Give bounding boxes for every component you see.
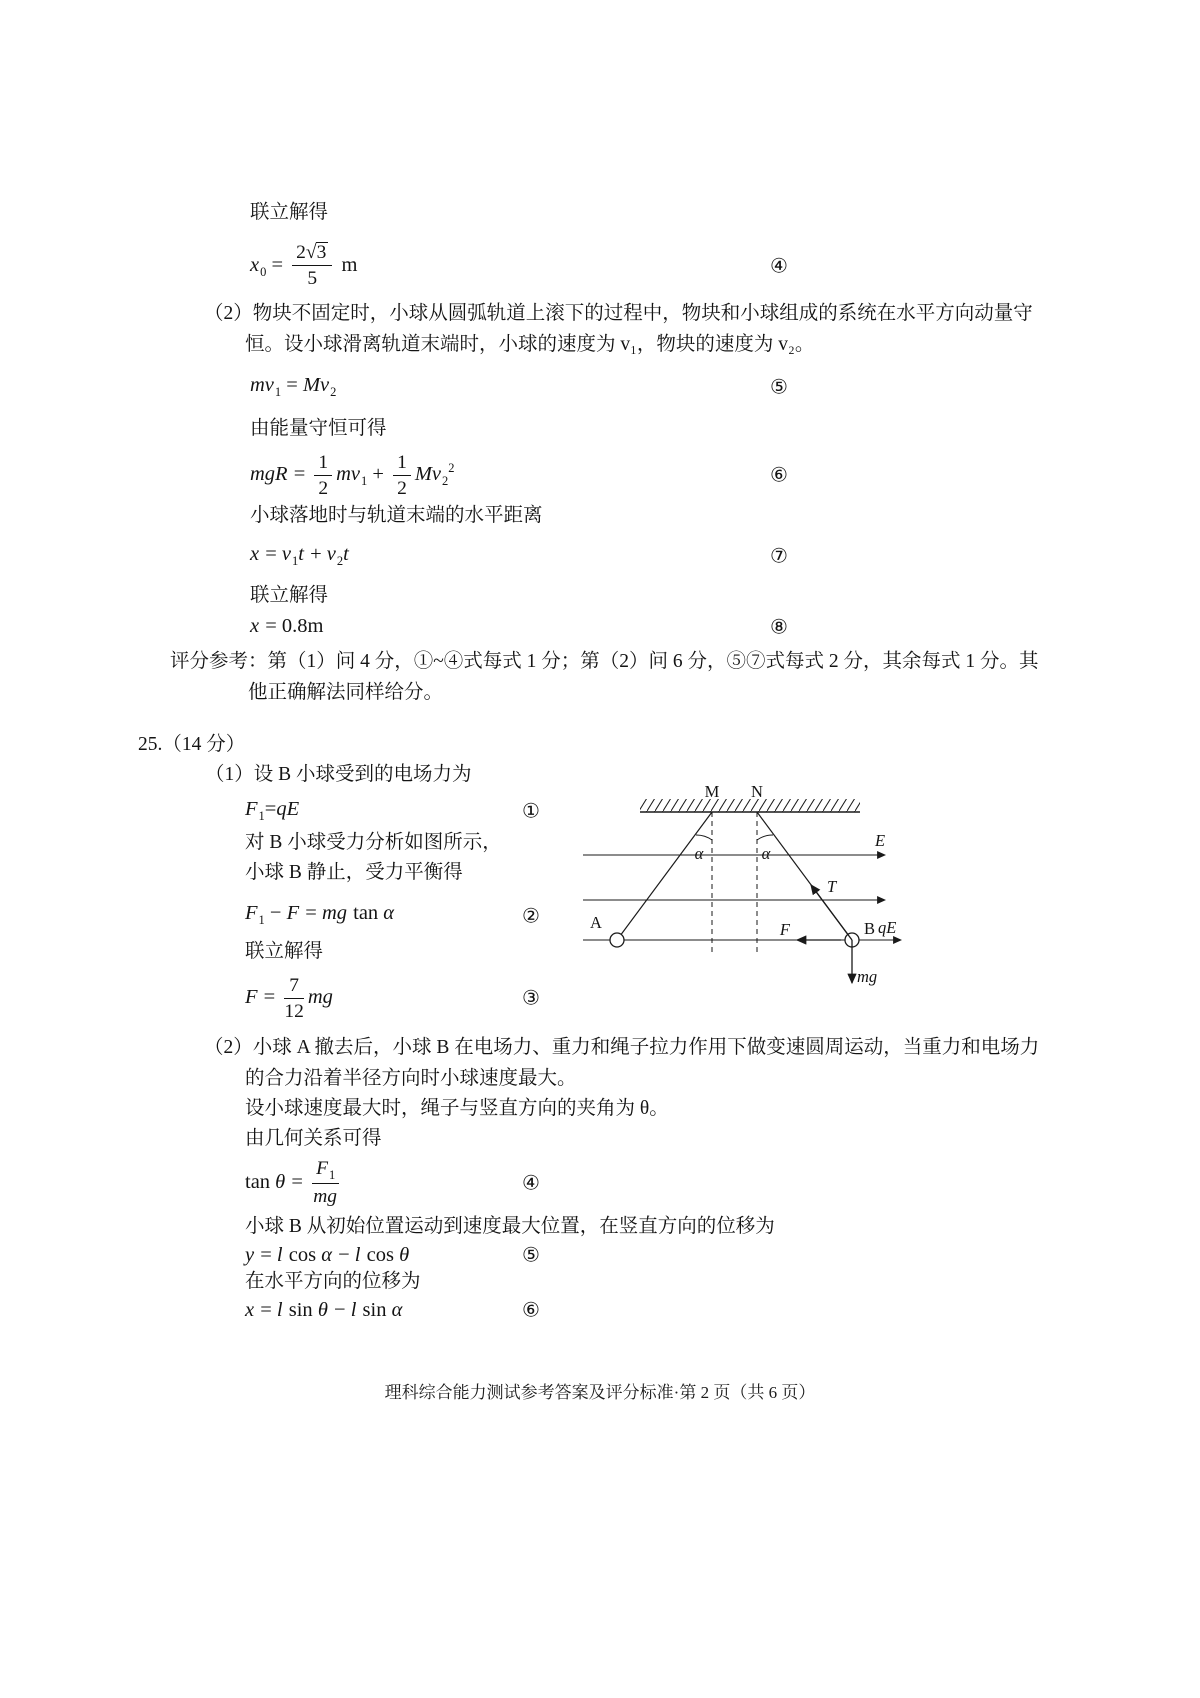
q25-part2-text: （2）小球 A 撤去后，小球 B 在电场力、重力和绳子拉力作用下做变速圆周运动，当重力和电场力的合力沿着半径方向时小球速度最大。 bbox=[204, 1037, 1040, 1090]
theta-text: 设小球速度最大时，绳子与竖直方向的夹角为 θ。 bbox=[245, 1098, 669, 1120]
analysis-text-1: 对 B 小球受力分析如图所示， bbox=[245, 832, 502, 854]
label-alpha-left: α bbox=[694, 844, 704, 864]
equation-momentum: $mv_1 = Mv_2$ bbox=[250, 373, 337, 399]
string-MA bbox=[617, 812, 712, 940]
label-M: M bbox=[704, 785, 720, 802]
geometry-text: 由几何关系可得 bbox=[245, 1128, 382, 1150]
solve-text-3: 联立解得 bbox=[245, 940, 324, 962]
page-content bbox=[138, 198, 1042, 1322]
equation-electric-force: $F_1=qE$ bbox=[245, 798, 300, 824]
label-F: F bbox=[779, 920, 790, 940]
equation-tag-2: ② bbox=[522, 905, 540, 928]
equation-tag-5: ⑤ bbox=[770, 376, 788, 399]
solve-text-2: 联立解得 bbox=[250, 585, 329, 607]
equation-row-f4 bbox=[170, 1156, 1042, 1209]
equation-row-f6 bbox=[170, 1299, 1042, 1322]
displacement-x-text: 在水平方向的位移为 bbox=[245, 1270, 421, 1292]
question-25-heading: 25.（14 分） bbox=[138, 734, 246, 756]
equation-distance: $x = v_1t + v_2t$ bbox=[250, 543, 349, 569]
energy-text: 由能量守恒可得 bbox=[250, 417, 387, 439]
label-E: E bbox=[875, 831, 886, 851]
solve-text-1: 联立解得 bbox=[250, 202, 329, 223]
label-mg: mg bbox=[857, 967, 878, 987]
equation-tag-6b: ⑥ bbox=[522, 1299, 540, 1322]
equation-tag-7: ⑦ bbox=[770, 545, 788, 568]
equation-result: x = 0.8m bbox=[250, 615, 324, 638]
label-A: A bbox=[590, 913, 602, 933]
equation-F-result: F = $\frac{7}{12}$ mg bbox=[245, 974, 333, 1022]
label-alpha-right: α bbox=[761, 844, 771, 864]
displacement-y-text: 小球 B 从初始位置运动到速度最大位置，在竖直方向的位移为 bbox=[245, 1215, 775, 1237]
q25-part1-section bbox=[170, 785, 1042, 1024]
page-footer: 理科综合能力测试参考答案及评分标准·第 2 页（共 6 页） bbox=[384, 1383, 816, 1402]
equation-balance: $F_1 - F$ = mg tan α bbox=[245, 902, 395, 928]
angle-arc-left bbox=[696, 835, 712, 840]
equation-tag-1: ① bbox=[522, 800, 540, 823]
equation-row-f5 bbox=[170, 1244, 1042, 1267]
equation-tag-3: ③ bbox=[522, 987, 540, 1010]
equation-x0: $x_0$ = $\frac{2√3}{5}$ m bbox=[250, 242, 358, 290]
equation-row-distance bbox=[170, 543, 1042, 569]
equation-row-momentum bbox=[170, 374, 1042, 400]
q25-part1-intro: （1）设 B 小球受到的电场力为 bbox=[205, 764, 472, 786]
ceiling bbox=[640, 799, 860, 812]
equation-row-energy bbox=[170, 450, 1042, 502]
equation-tag-6: ⑥ bbox=[770, 464, 788, 487]
ball-A bbox=[610, 933, 624, 947]
equation-tag-5b: ⑤ bbox=[522, 1244, 540, 1267]
equation-row-x0 bbox=[170, 240, 1042, 292]
equation-x-displacement: x = l sin θ − l sin α bbox=[245, 1298, 403, 1321]
field-lines bbox=[583, 855, 901, 940]
equation-row-result bbox=[170, 615, 1042, 638]
distance-text: 小球落地时与轨道末端的水平距离 bbox=[250, 505, 543, 527]
analysis-text-2: 小球 B 静止，受力平衡得 bbox=[245, 862, 463, 884]
label-T: T bbox=[827, 877, 837, 897]
equation-tag-4: ④ bbox=[770, 255, 788, 278]
force-diagram bbox=[575, 785, 915, 1000]
scoring-note: 评分参考：第（1）问 4 分，①~④式每式 1 分；第（2）问 6 分，⑤⑦式每式 2 分，其余每式 1 分。其他正确解法同样给分。 bbox=[170, 651, 1039, 704]
equation-tan-theta: tan θ = $\frac{F_1}{mg}$ bbox=[245, 1171, 343, 1193]
equation-tag-8: ⑧ bbox=[770, 616, 788, 639]
equation-y-displacement: y = l cos α − l cos θ bbox=[245, 1243, 410, 1266]
q24-part2-text: （2）物块不固定时，小球从圆弧轨道上滚下的过程中，物块和小球组成的系统在水平方向动量守恒。设小球滑离轨道末端时，小球的速度为 v₁，物块的速度为 v₂。 bbox=[204, 302, 1033, 355]
equation-tag-4b: ④ bbox=[522, 1172, 540, 1195]
label-qE: qE bbox=[878, 918, 897, 938]
label-N: N bbox=[751, 785, 763, 802]
label-B: B bbox=[864, 919, 876, 939]
equation-energy: mgR = $\frac{1}{2}$ $mv_1$ + $\frac{1}{2}$ $Mv_2^2$ bbox=[250, 451, 455, 499]
angle-arc-right bbox=[757, 835, 773, 840]
